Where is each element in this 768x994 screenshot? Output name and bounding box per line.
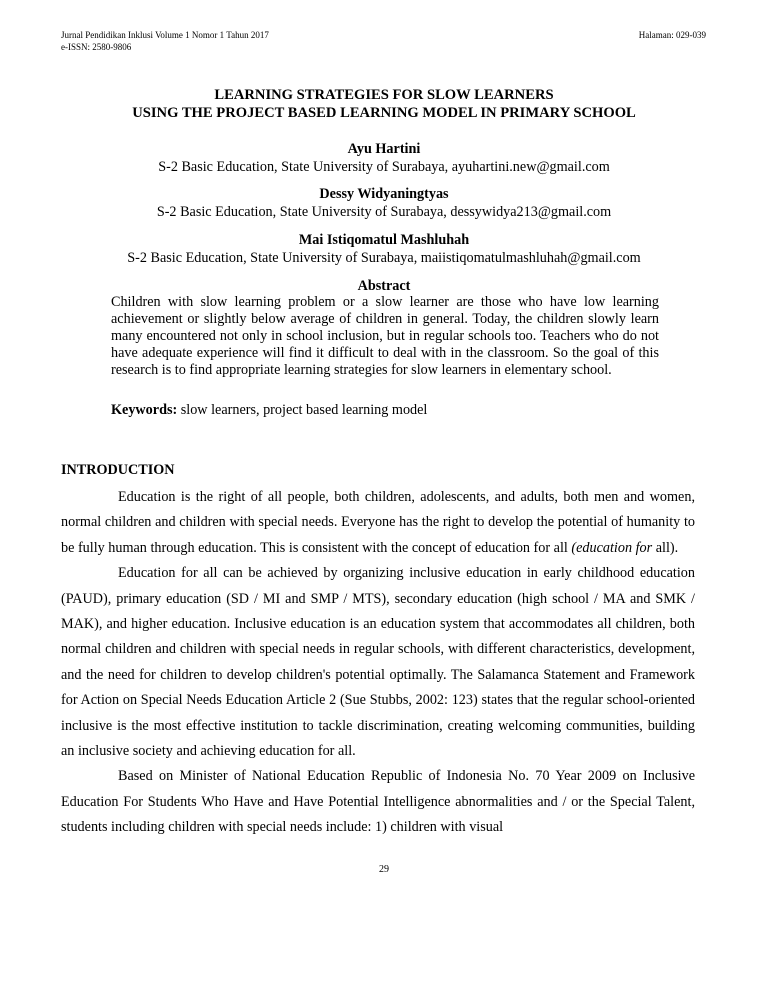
abstract-heading: Abstract [357, 278, 411, 294]
author-block-1 [0, 140, 768, 176]
author-block-2 [0, 185, 768, 221]
keywords-text: slow learners, project based learning model [180, 402, 428, 418]
page-range: Halaman: 029-039 [638, 30, 706, 40]
section-heading: INTRODUCTION [61, 462, 175, 478]
author-block-3 [0, 231, 768, 267]
paragraph-3: Based on Minister of National Education Republic of Indonesia No. 70 Year 2009 on Inclusive Education For Students Who Have and Have Potential Intelligence abnormalities and / or the Special Talent, students including children with special needs include: 1) children with visual [61, 768, 695, 836]
running-header-left [61, 29, 269, 53]
issn: e-ISSN: 2580-9806 [61, 42, 132, 52]
section-body [61, 485, 695, 841]
author-name: Dessy Widyaningtyas [319, 186, 449, 202]
italic-phrase: (education for [571, 539, 653, 556]
paragraph-1: Education is the right of all people, both children, adolescents, and adults, both men and women, normal children and children with special needs. Everyone has the right to develop the potential of humanity to be fully human through education. This is consistent with the concept of education for all (education for all). [61, 489, 695, 556]
author-name: Mai Istiqomatul Mashluhah [298, 232, 470, 248]
abstract-text: Children with slow learning problem or a slow learner are those who have low learning achievement or slightly below average of children in general. Today, the children slowly learn many encountered not only in school inclusion, but in regular schools too. Teachers who do not have adequate experience will find it difficult to deal with in the classroom. So the goal of this research is to find appropriate learning strategies for slow learners in elementary school. [111, 294, 659, 378]
author-affiliation: S-2 Basic Education, State University of Surabaya, ayuhartini.new@gmail.com [158, 159, 610, 175]
paper-title [0, 86, 768, 122]
page-number: 29 [379, 864, 389, 875]
paragraph-2: Education for all can be achieved by organizing inclusive education in early childhood education (PAUD), primary education (SD / MI and SMP / MTS), secondary education (high school / MA and SMK / MAK), and higher education. Inclusive education is an education system that accommodates all children, both normal children and children with special needs in regular schools, with different characteristics, development, and the need for children to develop children's potential optimally. The Salamanca Statement and Framework for Action on Special Needs Education Article 2 (Sue Stubbs, 2002: 123) states that the regular school-oriented inclusive is the most effective institution to tackle discrimination, creating welcoming communities, building an inclusive society and achieving education for all. [61, 565, 695, 760]
author-affiliation: S-2 Basic Education, State University of Surabaya, maiistiqomatulmashluhah@gmail.com [127, 250, 641, 266]
keywords-line [111, 402, 427, 419]
title-line-2: USING THE PROJECT BASED LEARNING MODEL IN PRIMARY SCHOOL [132, 105, 636, 121]
author-name: Ayu Hartini [347, 141, 421, 157]
author-affiliation: S-2 Basic Education, State University of Surabaya, dessywidya213@gmail.com [156, 204, 612, 220]
keywords-label: Keywords: [111, 402, 178, 418]
journal-name: Jurnal Pendidikan Inklusi Volume 1 Nomor 1 Tahun 2017 [61, 30, 269, 40]
title-line-1: LEARNING STRATEGIES FOR SLOW LEARNERS [214, 87, 554, 103]
